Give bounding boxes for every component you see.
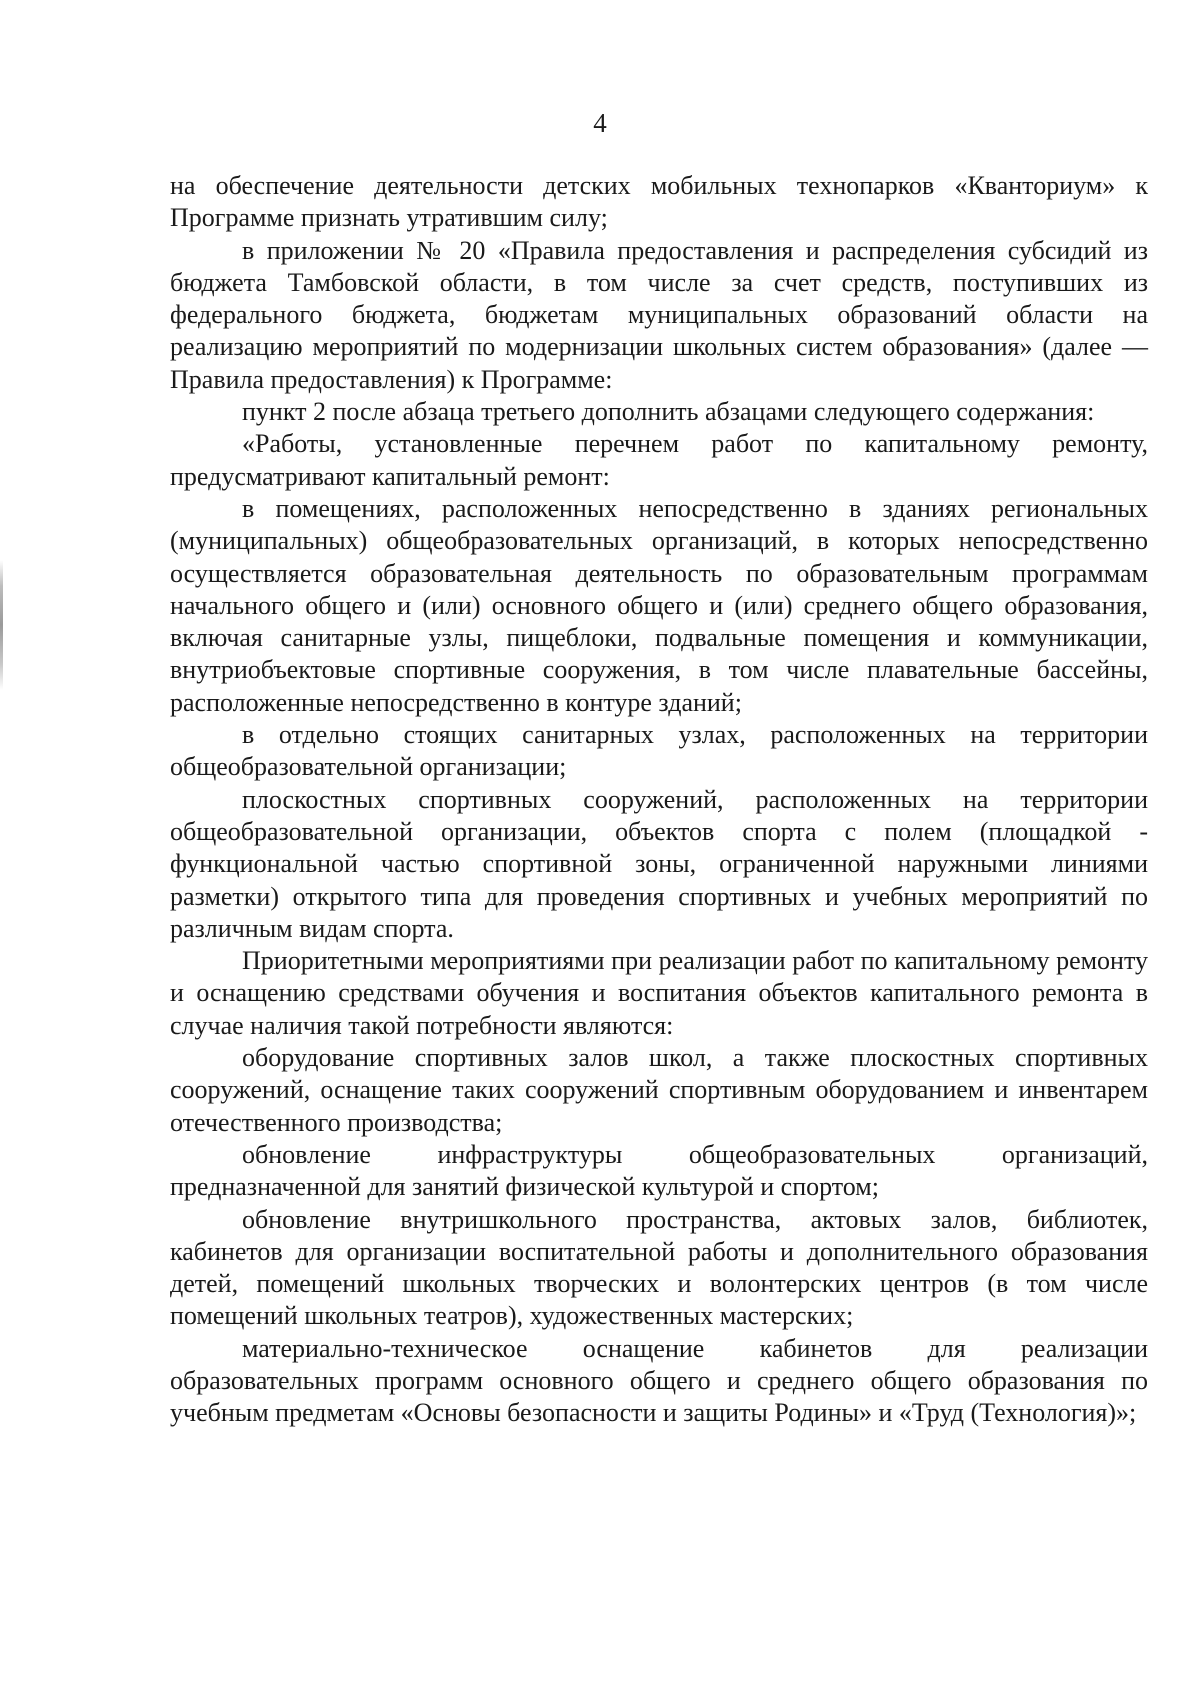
paragraph-3: пункт 2 после абзаца третьего дополнить абзацами следующего содержания: <box>242 397 1095 427</box>
page-number: 4 <box>593 108 607 138</box>
paragraph-7: плоскостных спортивных сооружений, расположенных на территории общеобразовательной организации, объектов спорта с полем (площадкой - функциональной частью спортивной зоны, ограниченной наружными линиями разметки) открытого типа для проведения спортивных и учебных мероприятий по различным видам спорта. <box>170 784 1148 943</box>
paragraph-2: в приложении № 20 «Правила предоставления и распределения субсидий из бюджета Тамбовской области, в том числе за счет средств, поступивших из федерального бюджета, бюджетам муниципальных образований области на реализацию мероприятий по модернизации школьных систем образования» (далее — Правила предоставления) к Программе: <box>170 235 1148 394</box>
paragraph-8: Приоритетными мероприятиями при реализации работ по капитальному ремонту и оснащению средствами обучения и воспитания объектов капитального ремонта в случае наличия такой потребности являются: <box>170 946 1148 1040</box>
paragraph-5: в помещениях, расположенных непосредственно в зданиях региональных (муниципальных) общеобразовательных организаций, в которых непосредственно осуществляется образовательная деятельность по образовательным программам начального общего и (или) основного общего и (или) среднего общего образования, включая санитарные узлы, пищеблоки, подвальные помещения и коммуникации, внутриобъектовые спортивные сооружения, в том числе плавательные бассейны, расположенные непосредственно в контуре зданий; <box>170 493 1148 717</box>
scan-edge-mark <box>0 560 3 690</box>
paragraph-4: «Работы, установленные перечнем работ по капитальному ремонту, предусматривают капитальный ремонт: <box>170 429 1148 491</box>
paragraph-6: в отдельно стоящих санитарных узлах, расположенных на территории общеобразовательной организации; <box>170 720 1148 782</box>
paragraph-11: обновление внутришкольного пространства, актовых залов, библиотек, кабинетов для организации воспитательной работы и дополнительного образования детей, помещений школьных творческих и волонтерских центров (в том числе помещений школьных театров), художественных мастерских; <box>170 1204 1148 1331</box>
paragraph-1: на обеспечение деятельности детских мобильных технопарков «Кванториум» к Программе признать утратившим силу; <box>170 171 1148 233</box>
document-body <box>170 170 1148 1430</box>
paragraph-10: обновление инфраструктуры общеобразовательных организаций, предназначенной для занятий физической культурой и спортом; <box>170 1139 1148 1202</box>
paragraph-9: оборудование спортивных залов школ, а также плоскостных спортивных сооружений, оснащение таких сооружений спортивным оборудованием и инвентарем отечественного производства; <box>170 1043 1148 1137</box>
paragraph-12: материально-техническое оснащение кабинетов для реализации образовательных программ основного общего и среднего общего образования по учебным предметам «Основы безопасности и защиты Родины» и «Труд (Технология)»; <box>170 1333 1148 1428</box>
